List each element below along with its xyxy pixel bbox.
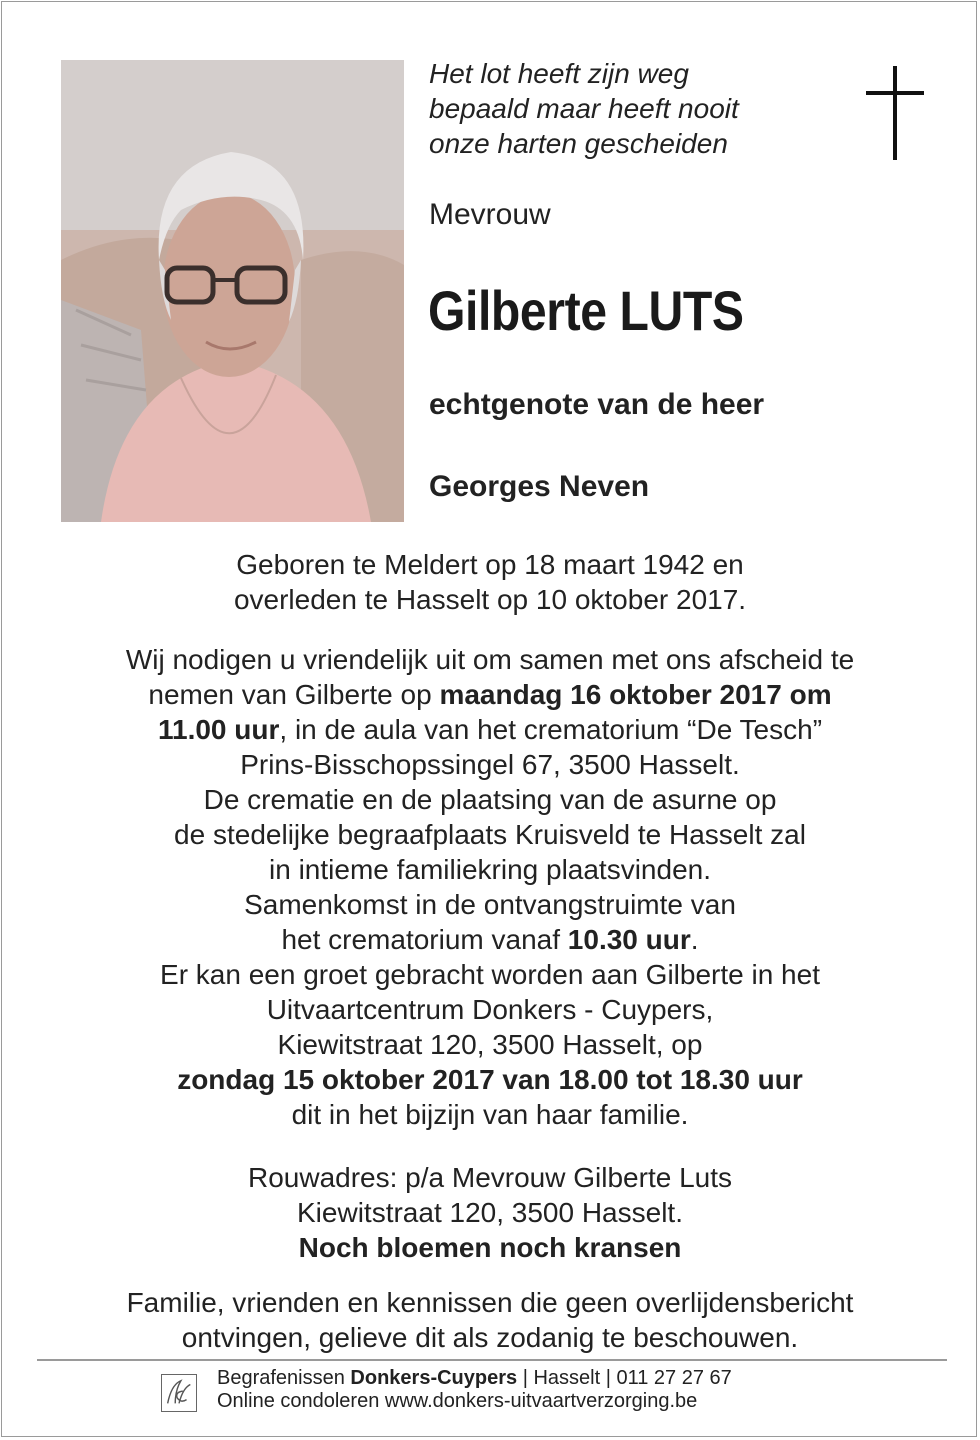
invitation-line: de stedelijke begraafplaats Kruisveld te Hasselt zal	[174, 819, 806, 850]
ceremony-time: 11.00 uur	[157, 714, 280, 745]
visitation-date-time: zondag 15 oktober 2017 van 18.00 tot 18.30 uur	[177, 1064, 803, 1095]
invitation-text	[2, 642, 978, 1132]
notice-line-1: Familie, vrienden en kennissen die geen overlijdensbericht	[126, 1287, 854, 1318]
invitation-line: Kiewitstraat 120, 3500 Hasselt, op	[277, 1029, 703, 1060]
birth-death-info	[2, 547, 978, 617]
funeral-home-logo-icon	[161, 1374, 197, 1412]
gathering-time: 10.30 uur	[567, 924, 691, 955]
invitation-text-span: .	[690, 924, 699, 955]
deceased-name: Gilberte LUTS	[428, 279, 744, 342]
portrait-photo	[61, 60, 404, 522]
quote	[429, 56, 849, 161]
death-line: overleden te Hasselt op 10 oktober 2017.	[233, 584, 747, 615]
phone-number: 011 27 27 67	[616, 1367, 732, 1389]
footer-line-1	[217, 1367, 732, 1390]
obituary-card	[1, 1, 977, 1437]
footer	[217, 1367, 732, 1413]
invitation-line	[2, 712, 978, 747]
footer-divider	[37, 1359, 947, 1361]
invitation-line: De crematie en de plaatsing van de asurne op	[203, 784, 777, 815]
mourning-address	[2, 1160, 978, 1265]
ceremony-date: maandag 16 oktober 2017 om	[439, 679, 832, 710]
no-flowers-note: Noch bloemen noch kransen	[298, 1232, 682, 1263]
cross-icon	[866, 66, 924, 160]
invitation-text-span: het crematorium vanaf	[281, 924, 568, 955]
address-line-1: Rouwadres: p/a Mevrouw Gilberte Luts	[248, 1162, 732, 1193]
invitation-line: Prins-Bisschopssingel 67, 3500 Hasselt.	[240, 749, 740, 780]
invitation-line: Er kan een groet gebracht worden aan Gilberte in het	[160, 959, 820, 990]
invitation-text-span: , in de aula van het crematorium “De Tesch”	[279, 714, 823, 745]
deceased-title: Mevrouw	[429, 198, 551, 231]
address-line-2: Kiewitstraat 120, 3500 Hasselt.	[297, 1197, 683, 1228]
company-name: Donkers-Cuypers	[350, 1367, 518, 1389]
invitation-line: Wij nodigen u vriendelijk uit om samen met ons afscheid te	[125, 644, 855, 675]
footer-prefix: Begrafenissen	[217, 1367, 351, 1389]
quote-line-1: Het lot heeft zijn weg	[429, 58, 689, 89]
invitation-line: Samenkomst in de ontvangstruimte van	[244, 889, 736, 920]
spouse-label: echtgenote van de heer	[429, 388, 765, 421]
quote-line-3: onze harten gescheiden	[429, 128, 728, 159]
invitation-line	[2, 922, 978, 957]
invitation-line: in intieme familiekring plaatsvinden.	[269, 854, 711, 885]
invitation-line	[2, 677, 978, 712]
footer-website[interactable]: Online condoleren www.donkers-uitvaartverzorging.be	[217, 1390, 698, 1412]
invitation-text-span: nemen van Gilberte op	[148, 679, 440, 710]
invitation-line: Uitvaartcentrum Donkers - Cuypers,	[266, 994, 714, 1025]
invitation-line: dit in het bijzijn van haar familie.	[291, 1099, 689, 1130]
quote-line-2: bepaald maar heeft nooit	[429, 93, 739, 124]
spouse-name: Georges Neven	[429, 470, 650, 503]
portrait-illustration	[61, 60, 404, 522]
birth-line: Geboren te Meldert op 18 maart 1942 en	[236, 549, 744, 580]
footer-separator: | Hasselt |	[517, 1367, 617, 1389]
closing-notice	[2, 1285, 978, 1355]
notice-line-2: ontvingen, gelieve dit als zodanig te beschouwen.	[181, 1322, 799, 1353]
